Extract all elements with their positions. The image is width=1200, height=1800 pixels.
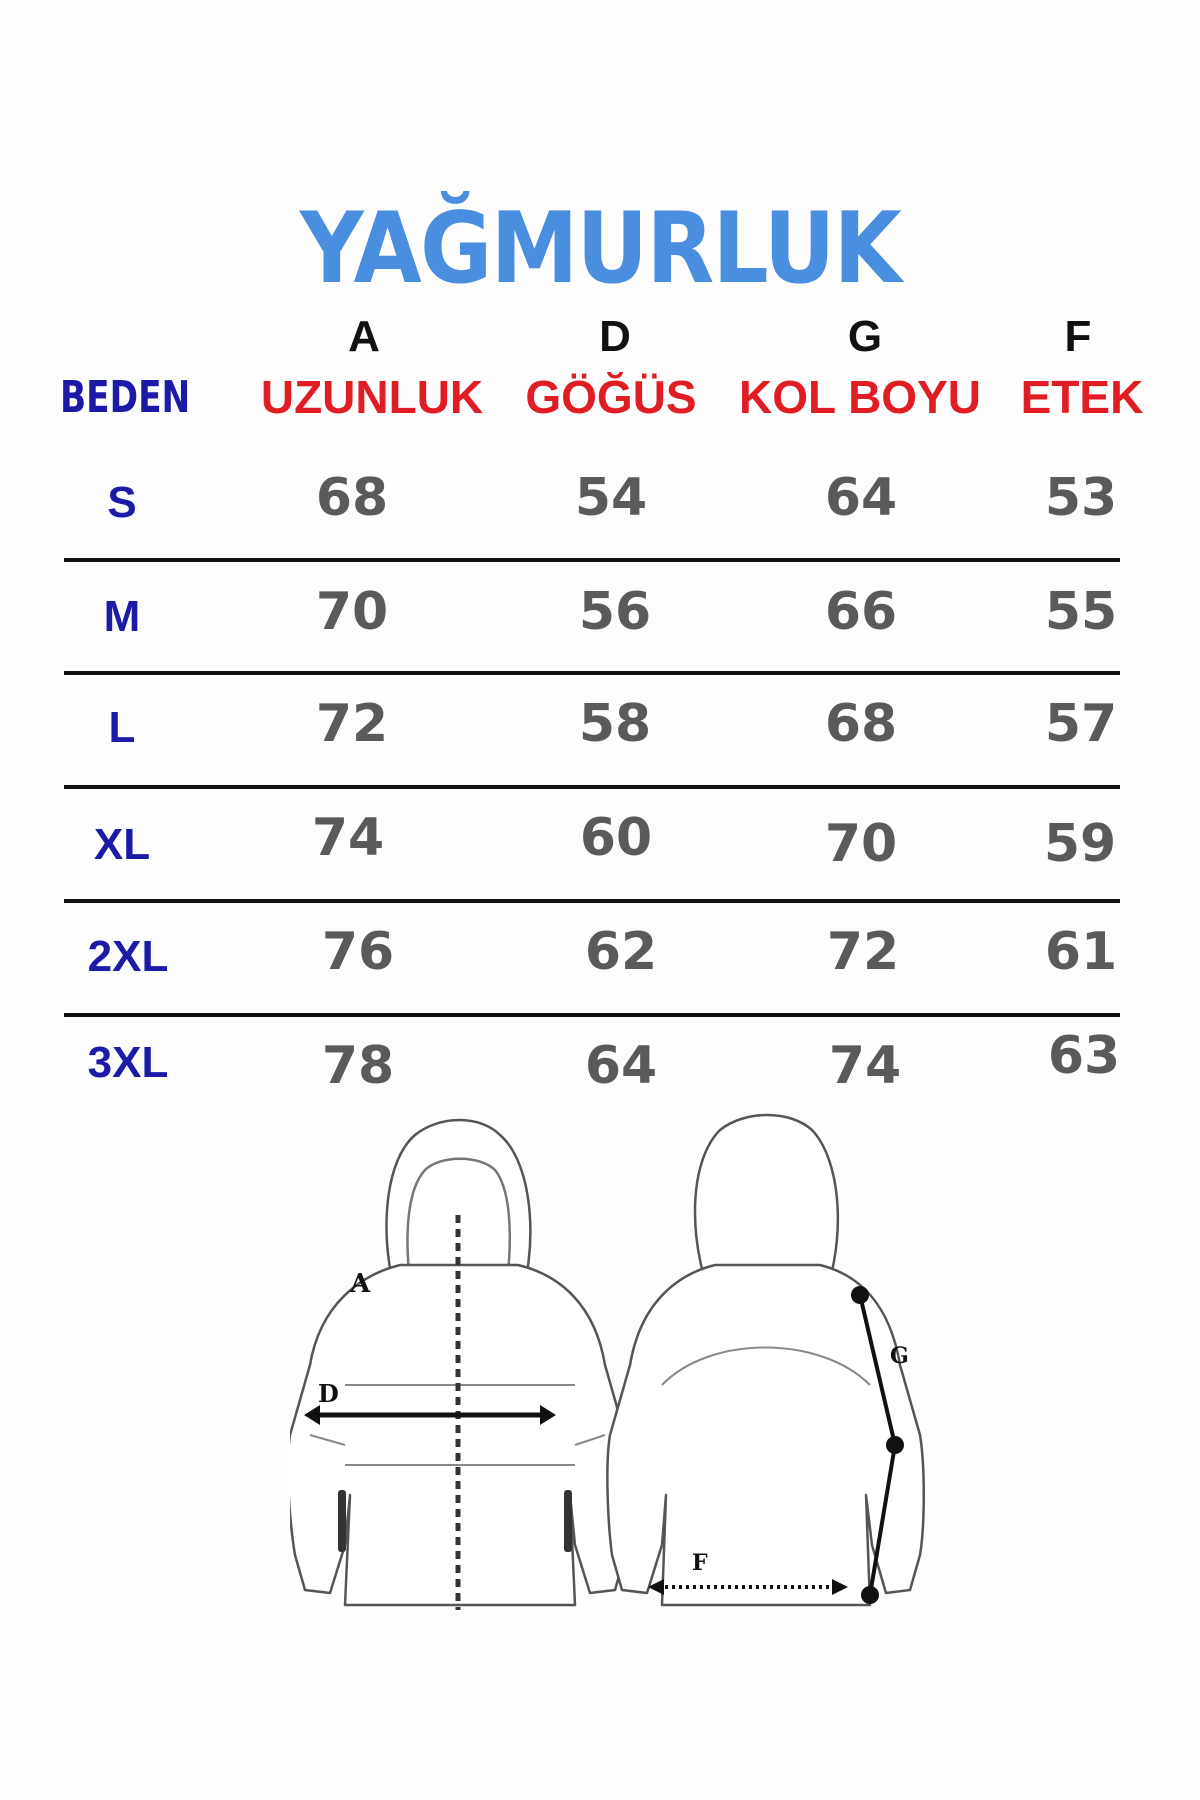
size-label: XL [93,820,151,869]
row-divider [64,785,1120,789]
size-label: 3XL [87,1038,169,1087]
table-cell: 62 [584,922,658,982]
table-cell: 72 [315,694,389,754]
table-cell: 64 [824,468,898,528]
size-label: S [107,478,137,527]
row-divider [64,899,1120,903]
jacket-measurement-diagram [290,1105,930,1625]
table-cell: 56 [578,582,652,642]
table-cell: 70 [824,814,898,874]
label-a: A [350,1269,371,1299]
table-cell: 70 [315,582,389,642]
column-letter-f: F [1064,312,1092,361]
column-letter-d: D [599,312,631,361]
table-cell: 64 [584,1036,658,1096]
row-divider [64,1013,1120,1017]
column-letter-a: A [348,312,380,361]
size-label: 2XL [87,932,169,981]
table-cell: 57 [1044,694,1118,754]
table-cell: 68 [315,468,389,528]
size-column-header: BEDEN [60,372,191,423]
table-cell: 74 [828,1036,902,1096]
size-label: L [108,703,136,752]
table-cell: 78 [321,1036,395,1096]
table-cell: 76 [321,922,395,982]
table-cell: 59 [1043,814,1117,874]
label-d: D [318,1379,339,1408]
column-name-length: UZUNLUK [260,371,484,423]
column-name-hem: ETEK [1020,371,1144,423]
table-cell: 58 [578,694,652,754]
column-name-chest: GÖĞÜS [525,371,697,423]
table-cell: 66 [824,582,898,642]
table-cell: 55 [1044,582,1118,642]
table-cell: 72 [826,922,900,982]
table-cell: 61 [1044,922,1118,982]
table-cell: 74 [311,808,385,868]
table-cell: 53 [1044,468,1118,528]
row-divider [64,558,1120,562]
table-cell: 63 [1047,1026,1121,1086]
table-cell: 54 [574,468,648,528]
label-f: F [692,1550,708,1576]
row-divider [64,671,1120,675]
column-name-sleeve: KOL BOYU [739,371,981,423]
table-cell: 68 [824,694,898,754]
size-label: M [103,592,141,641]
table-cell: 60 [579,808,653,868]
label-g: G [890,1343,909,1369]
column-letter-g: G [847,312,883,361]
page-title: YAĞMURLUK [299,192,901,306]
